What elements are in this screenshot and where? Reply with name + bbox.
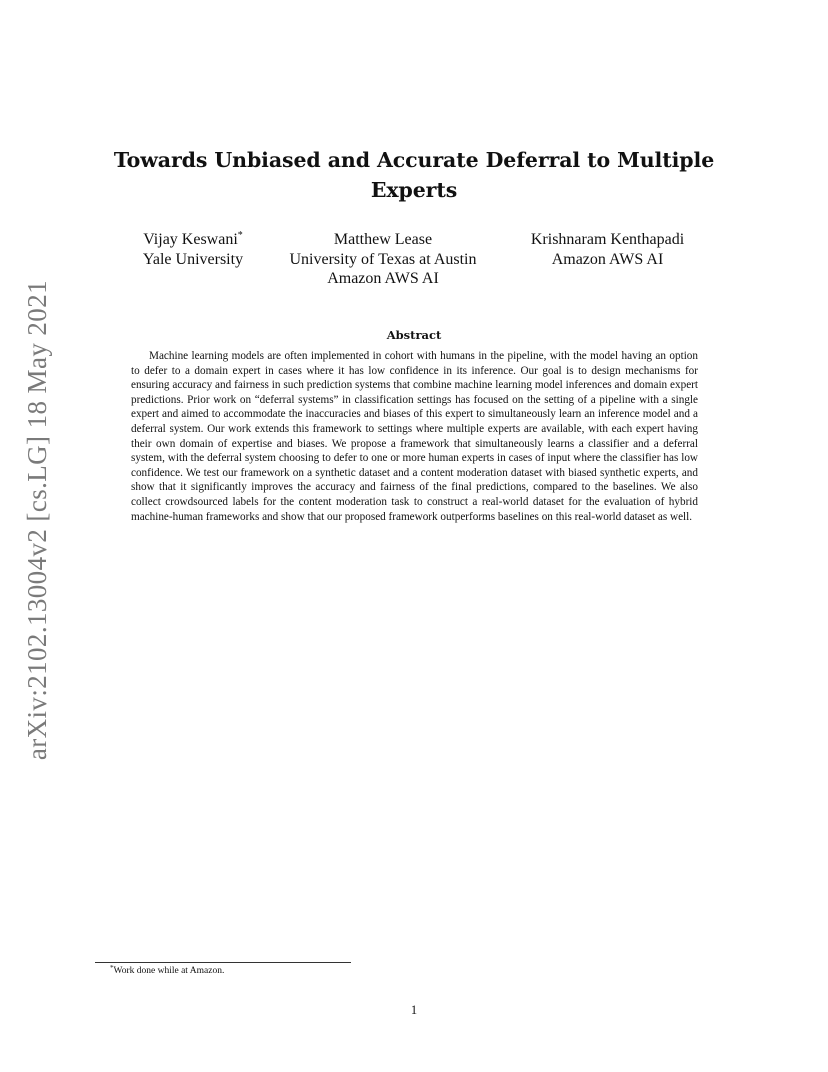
abstract-body: Machine learning models are often implemented in cohort with humans in the pipeline, with the model having an option to defer to a domain expert in cases where it has low confidence in its inference. Our goal is to design mechanisms for ensuring accuracy and fairness in such prediction systems that combine machine learning model inferences and domain expert predictions. Prior work on “deferral systems” in classification settings has focused on the setting of a pipeline with a single expert and aimed to accommodate the inaccuracies and biases of this expert to simultaneously learn an inference model and a deferral system. Our work extends this framework to settings where multiple experts are available, with each expert having their own domain of expertise and biases. We propose a framework that simultaneously learns a classifier and a deferral system, with the deferral system choosing to defer to one or more human experts in cases of input where the classifier has low confidence. We test our framework on a synthetic dataset and a content moderation dataset with biased synthetic experts, and show that it significantly improves the accuracy and fairness of the final predictions, compared to the baselines. We also collect crowdsourced labels for the content moderation task to construct a real-world dataset for the evaluation of hybrid machine-human frameworks and show that our proposed framework outperforms baselines on this real-world dataset as well. [131, 350, 698, 523]
footnote-text: Work done while at Amazon. [113, 966, 225, 976]
author-name-line [108, 230, 278, 250]
author-block-1 [108, 230, 278, 269]
author-affiliation: Amazon AWS AI [327, 270, 439, 287]
page-number: 1 [410, 1003, 418, 1017]
paper-title: Towards Unbiased and Accurate Deferral to Multiple Experts [113, 148, 715, 202]
author-name: Vijay Keswani [143, 231, 238, 248]
author-affiliation: University of Texas at Austin [289, 250, 477, 268]
author-footnote-mark: * [237, 230, 243, 241]
arxiv-identifier-text: arXiv:2102.13004v2 [cs.LG] 18 May 2021 [21, 279, 52, 761]
author-block-2 [268, 230, 498, 289]
footnote [110, 965, 224, 977]
author-block-3 [505, 230, 710, 269]
arxiv-identifier-stamp [20, 280, 54, 760]
author-name: Krishnaram Kenthapadi [530, 231, 685, 248]
footnote-divider [95, 962, 351, 963]
footnote-mark: * [110, 964, 114, 972]
author-affiliation: Yale University [142, 250, 244, 268]
abstract-heading: Abstract [386, 328, 442, 342]
author-name: Matthew Lease [333, 231, 433, 248]
author-affiliation: Amazon AWS AI [551, 250, 664, 268]
